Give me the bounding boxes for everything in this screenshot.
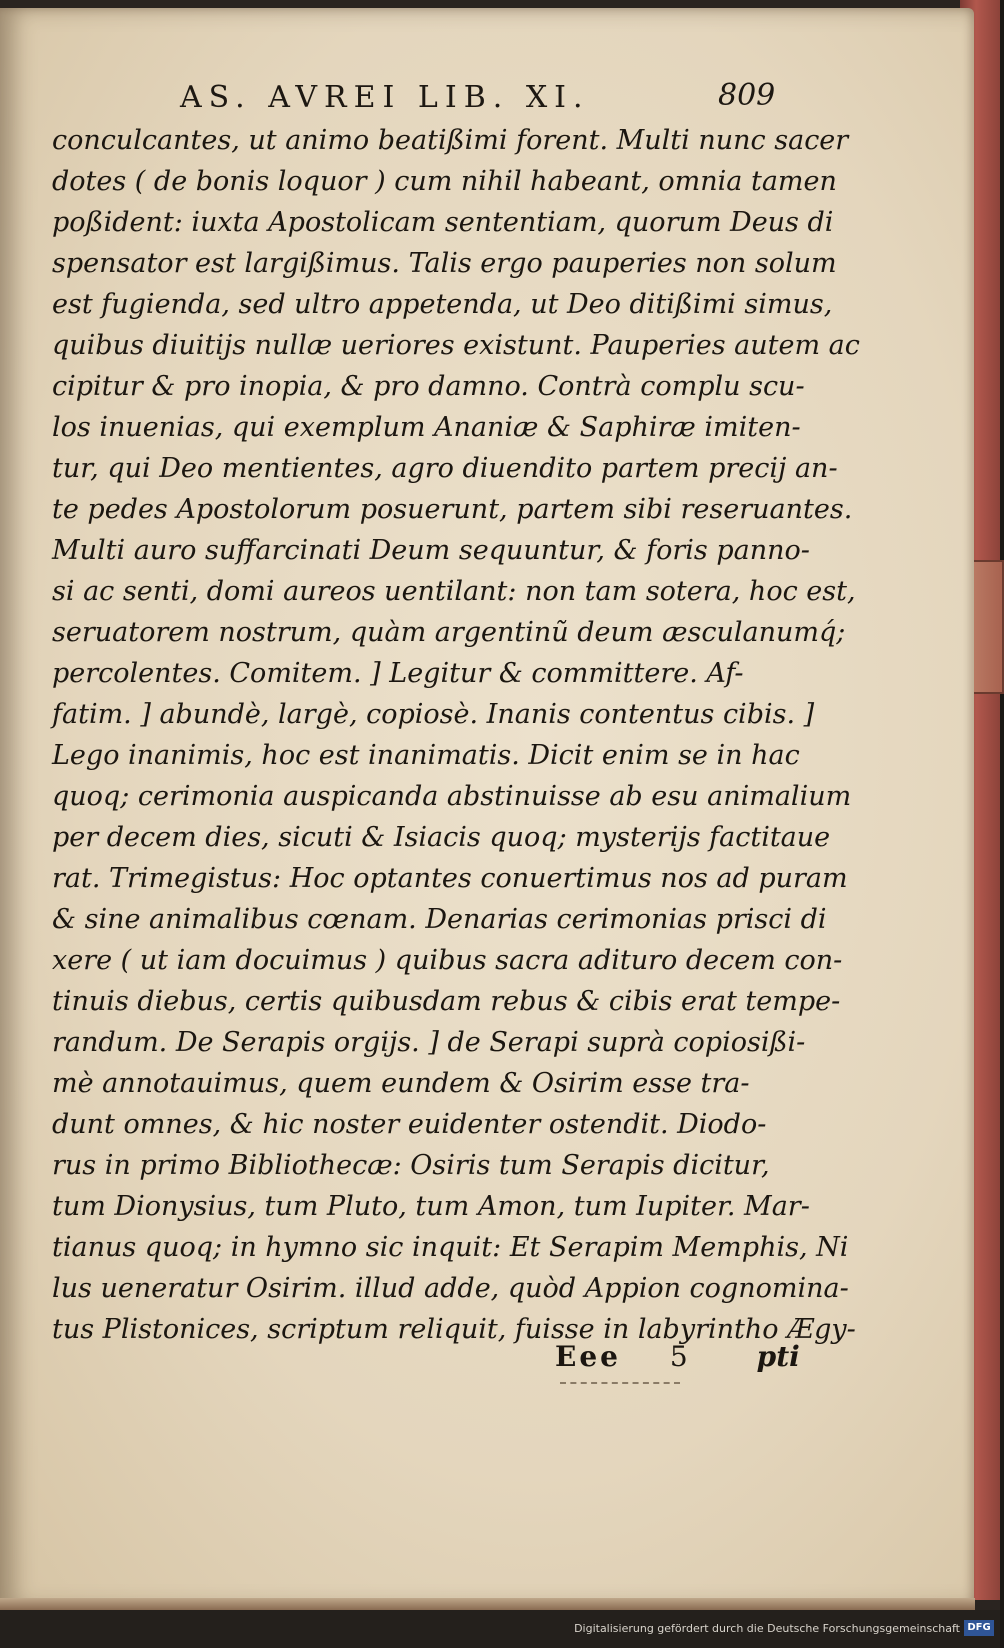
- signature-number: 5: [669, 1340, 688, 1373]
- text-line: lus ueneratur Osirim. illud adde, quòd Appion cognomina-: [52, 1273, 849, 1304]
- text-line: fatim. ] abundè, largè, copiosè. Inanis contentus cibis. ]: [52, 699, 815, 730]
- running-head: AS. AVREI LIB. XI.: [180, 80, 590, 115]
- text-line: te pedes Apostolorum posuerunt, partem sibi reseruantes.: [52, 494, 853, 525]
- page-edge-bottom: [0, 1598, 975, 1610]
- text-line: rat. Trimegistus: Hoc optantes conuertimus nos ad puram: [52, 863, 848, 894]
- body-text: [52, 120, 860, 1350]
- signature-mark: Eee: [555, 1340, 621, 1373]
- catchword: pti: [756, 1340, 800, 1373]
- text-line: poßident: iuxta Apostolicam sententiam, quorum Deus di: [52, 207, 834, 238]
- text-line: Lego inanimis, hoc est inanimatis. Dicit enim se in hac: [52, 740, 800, 771]
- text-line: dotes ( de bonis loquor ) cum nihil habeant, omnia tamen: [52, 166, 837, 197]
- page-number: 809: [718, 78, 776, 113]
- text-line: conculcantes, ut animo beatißimi forent. Multi nunc sacer: [52, 125, 849, 156]
- text-line: los inuenias, qui exemplum Ananiæ & Saphiræ imiten-: [52, 412, 801, 443]
- text-line: quoq; cerimonia auspicanda abstinuisse ab esu animalium: [52, 781, 852, 812]
- text-line: percolentes. Comitem. ] Legitur & committere. Af-: [52, 658, 744, 689]
- text-line: si ac senti, domi aureos uentilant: non tam sotera, hoc est,: [52, 576, 856, 607]
- text-line: tus Plistonices, scriptum reliquit, fuisse in labyrintho Ægy-: [52, 1314, 856, 1345]
- text-line: randum. De Serapis orgijs. ] de Serapi suprà copiosißi-: [52, 1027, 806, 1058]
- text-line: Multi auro suffarcinati Deum sequuntur, & foris panno-: [52, 535, 810, 566]
- text-line: mè annotauimus, quem eundem & Osirim esse tra-: [52, 1068, 750, 1099]
- text-line: xere ( ut iam docuimus ) quibus sacra adituro decem con-: [52, 945, 843, 976]
- text-line: spensator est largißimus. Talis ergo pauperies non solum: [52, 248, 837, 279]
- text-line: tinuis diebus, certis quibusdam rebus & cibis erat tempe-: [52, 986, 841, 1017]
- signature-rule: [560, 1382, 680, 1384]
- text-line: est fugienda, sed ultro appetenda, ut Deo ditißimi simus,: [52, 289, 833, 320]
- text-line: tianus quoq; in hymno sic inquit: Et Serapim Memphis, Ni: [52, 1232, 849, 1263]
- text-line: cipitur & pro inopia, & pro damno. Contrà complu scu-: [52, 371, 805, 402]
- text-line: tur, qui Deo mentientes, agro diuendito partem precij an-: [52, 453, 838, 484]
- text-line: rus in primo Bibliothecæ: Osiris tum Serapis dicitur,: [52, 1150, 770, 1181]
- text-line: & sine animalibus cœnam. Denarias cerimonias prisci di: [52, 904, 827, 935]
- digitization-credit: Digitalisierung gefördert durch die Deutsche Forschungsgemeinschaft: [574, 1622, 960, 1635]
- text-line: seruatorem nostrum, quàm argentinũ deum æsculanumq́;: [52, 617, 846, 648]
- text-line: dunt omnes, & hic noster euidenter ostendit. Diodo-: [52, 1109, 767, 1140]
- text-line: quibus diuitijs nullæ ueriores existunt. Pauperies autem ac: [52, 330, 860, 361]
- signature-line: [555, 1340, 800, 1380]
- dfg-logo: DFG: [964, 1620, 994, 1636]
- text-line: tum Dionysius, tum Pluto, tum Amon, tum Iupiter. Mar-: [52, 1191, 810, 1222]
- text-line: per decem dies, sicuti & Isiacis quoq; mysterijs factitaue: [52, 822, 831, 853]
